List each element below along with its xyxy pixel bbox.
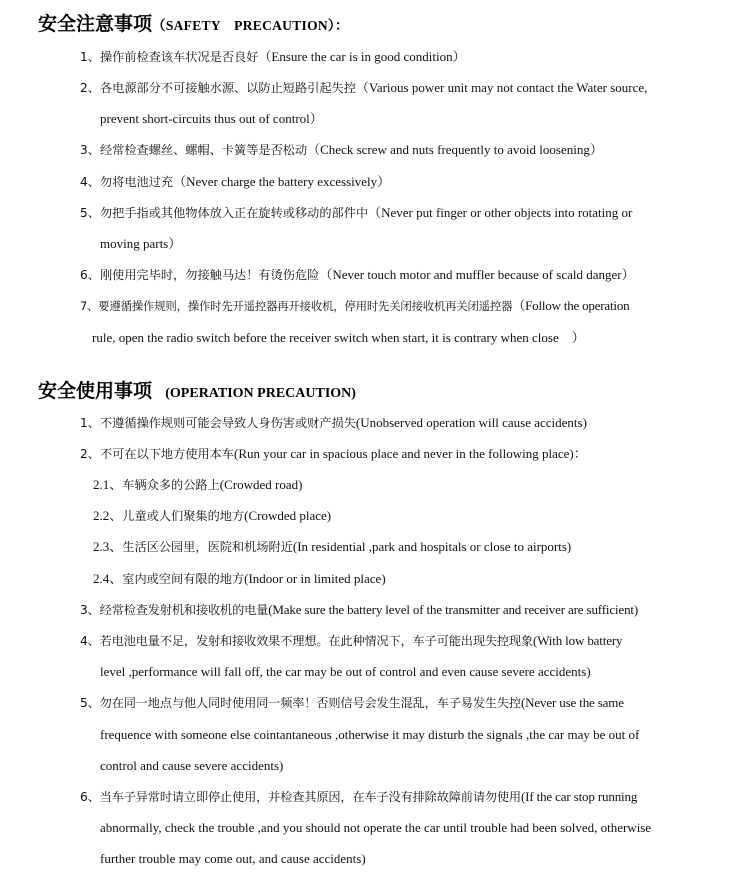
operation-item-5-continued: frequence with someone else cointantaneous ,otherwise it may disturb the signals ,the car may be out of — [100, 727, 640, 742]
operation-subitem-2-4: 2.4、室内或空间有限的地方(Indoor or in limited place) — [93, 571, 386, 586]
safety-item-7: 7、要遵循操作规则，操作时先开遥控器再开接收机，停用时先关闭接收机再关闭遥控器（Follow the operation — [80, 298, 630, 313]
safety-item-4: 4、勿将电池过充（Never charge the battery excessively） — [80, 174, 391, 189]
operation-item-6: 6、当车子异常时请立即停止使用，并检查其原因，在车子没有排除故障前请勿使用(If the car stop running — [80, 789, 638, 804]
safety-item-5-continued: moving parts） — [100, 236, 182, 251]
operation-subitem-2-2: 2.2、儿童或人们聚集的地方(Crowded place) — [93, 508, 332, 523]
operation-subitem-2-1: 2.1、车辆众多的公路上(Crowded road) — [93, 477, 303, 492]
safety-item-3: 3、经常检查螺丝、螺帽、卡簧等是否松动（Check screw and nuts frequently to avoid loosening） — [80, 142, 603, 157]
operation-item-4: 4、若电池电量不足，发射和接收效果不理想。在此种情况下，车子可能出现失控现象(With low battery — [80, 633, 623, 648]
safety-item-1: 1、操作前检查该车状况是否良好（Ensure the car is in good condition） — [80, 49, 466, 64]
operation-item-5-continued-2: control and cause severe accidents) — [100, 758, 284, 773]
operation-item-1: 1、不遵循操作规则可能会导致人身伤害或财产损失(Unobserved operation will cause accidents) — [80, 415, 587, 430]
safety-title-en: （SAFETY PRECAUTION）： — [152, 18, 349, 33]
operation-title-zh: 安全使用事项 — [38, 380, 153, 402]
operation-heading — [38, 376, 356, 403]
operation-item-6-continued: abnormally, check the trouble ,and you should not operate the car until trouble had been solved, otherwise — [100, 820, 652, 835]
safety-item-7-continued: rule, open the radio switch before the receiver switch when start, it is contrary when close ） — [92, 330, 585, 345]
operation-item-3: 3、经常检查发射机和接收机的电量(Make sure the battery level of the transmitter and receiver are sufficient) — [80, 602, 639, 617]
operation-subitem-2-3: 2.3、生活区公园里，医院和机场附近(In residential ,park and hospitals or close to airports) — [93, 539, 572, 554]
operation-item-6-continued-2: further trouble may come out, and cause accidents) — [100, 851, 366, 866]
safety-item-2: 2、各电源部分不可接触水源、以防止短路引起失控（Various power unit may not contact the Water source, — [80, 80, 648, 95]
operation-item-4-continued: level ,performance will fall off, the car may be out of control and even cause severe accidents) — [100, 664, 591, 679]
operation-item-5: 5、勿在同一地点与他人同时使用同一频率！否则信号会发生混乱，车子易发生失控(Never use the same — [80, 695, 624, 710]
safety-item-6: 6、刚使用完毕时，勿接触马达！有烫伤危险（Never touch motor and muffler because of scald danger） — [80, 267, 635, 282]
operation-title-en: (OPERATION PRECAUTION) — [165, 386, 356, 401]
safety-item-5: 5、勿把手指或其他物体放入正在旋转或移动的部件中（Never put finger or other objects into rotating or — [80, 205, 633, 220]
safety-title-zh: 安全注意事项 — [38, 13, 153, 35]
safety-item-2-continued: prevent short-circuits thus out of control） — [100, 111, 323, 126]
operation-item-2: 2、不可在以下地方使用本车(Run your car in spacious place and never in the following place)： — [80, 446, 587, 461]
safety-heading — [38, 9, 349, 36]
